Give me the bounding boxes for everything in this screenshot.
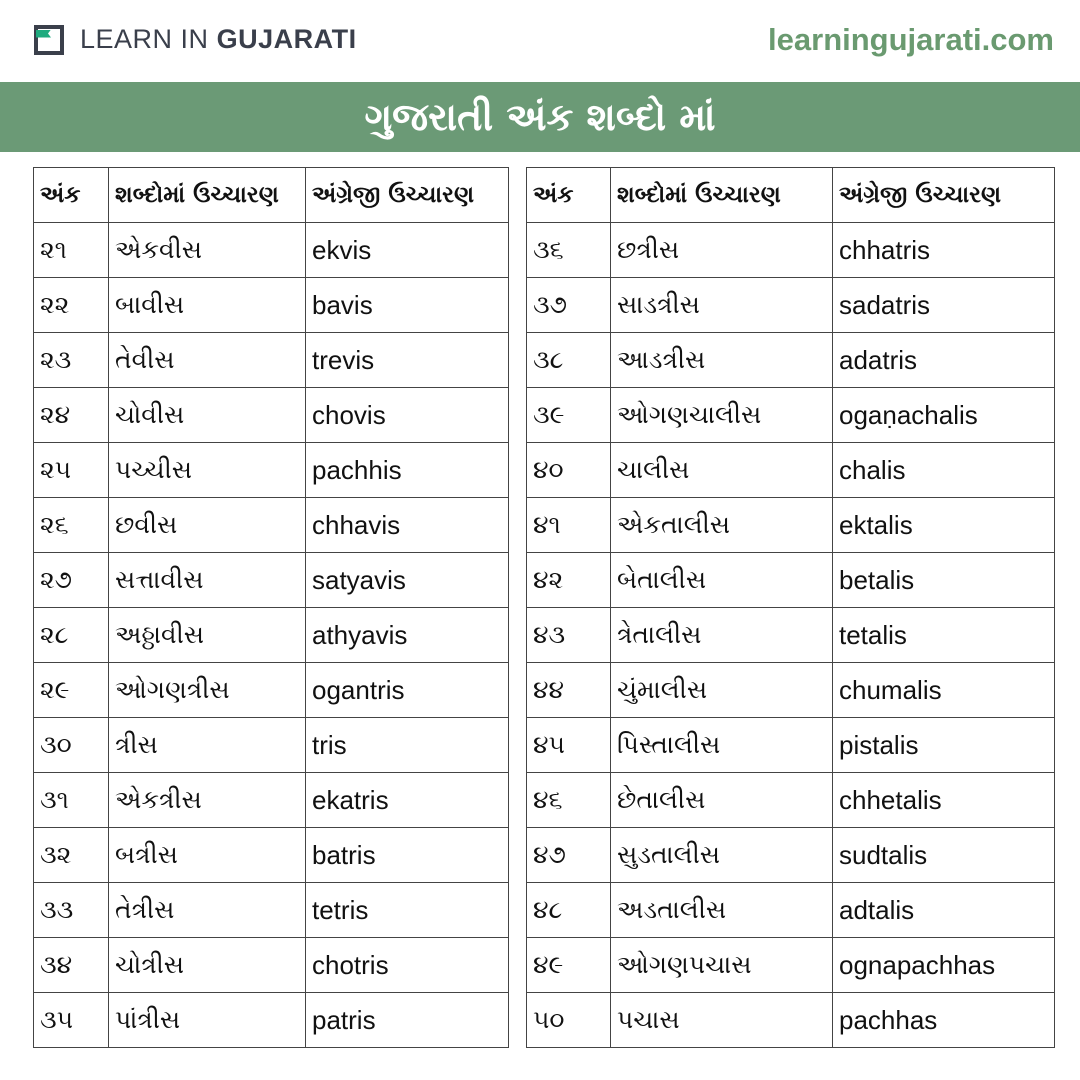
cell-number: ૨૮ xyxy=(34,608,109,663)
logo-text-light: LEARN IN xyxy=(80,24,209,54)
numbers-table-left xyxy=(33,167,509,1048)
table-row xyxy=(527,993,1055,1048)
cell-number: ૨૨ xyxy=(34,278,109,333)
cell-english-pronunciation: chumalis xyxy=(833,663,1055,718)
header-number: અંક xyxy=(34,168,109,223)
cell-number: ૨૪ xyxy=(34,388,109,443)
table-row xyxy=(527,498,1055,553)
cell-gujarati-word: છત્રીસ xyxy=(611,223,833,278)
table-row xyxy=(527,773,1055,828)
cell-number: ૪૪ xyxy=(527,663,611,718)
table-row xyxy=(527,828,1055,883)
cell-gujarati-word: બત્રીસ xyxy=(109,828,306,883)
cell-gujarati-word: ત્રેતાલીસ xyxy=(611,608,833,663)
cell-number: ૩૨ xyxy=(34,828,109,883)
cell-english-pronunciation: ekvis xyxy=(306,223,509,278)
table-row xyxy=(527,553,1055,608)
cell-gujarati-word: પાંત્રીસ xyxy=(109,993,306,1048)
cell-number: ૩૩ xyxy=(34,883,109,938)
cell-gujarati-word: છવીસ xyxy=(109,498,306,553)
cell-number: ૨૬ xyxy=(34,498,109,553)
cell-english-pronunciation: ogaṇachalis xyxy=(833,388,1055,443)
cell-number: ૪૮ xyxy=(527,883,611,938)
cell-number: ૪૫ xyxy=(527,718,611,773)
table-row xyxy=(34,333,509,388)
cell-english-pronunciation: chhatris xyxy=(833,223,1055,278)
cell-english-pronunciation: chalis xyxy=(833,443,1055,498)
table-row xyxy=(527,278,1055,333)
table-row xyxy=(34,498,509,553)
cell-gujarati-word: અઠ્ઠાવીસ xyxy=(109,608,306,663)
cell-english-pronunciation: ekatris xyxy=(306,773,509,828)
cell-english-pronunciation: ogantris xyxy=(306,663,509,718)
logo xyxy=(34,24,357,55)
cell-number: ૪૨ xyxy=(527,553,611,608)
cell-number: ૩૦ xyxy=(34,718,109,773)
cell-gujarati-word: પચાસ xyxy=(611,993,833,1048)
table-row xyxy=(527,388,1055,443)
header-gujarati-word: શબ્દોમાં ઉચ્ચારણ xyxy=(109,168,306,223)
cell-english-pronunciation: betalis xyxy=(833,553,1055,608)
numbers-table-right xyxy=(526,167,1055,1048)
cell-gujarati-word: સુડતાલીસ xyxy=(611,828,833,883)
logo-icon xyxy=(34,25,64,55)
cell-english-pronunciation: chhavis xyxy=(306,498,509,553)
cell-english-pronunciation: bavis xyxy=(306,278,509,333)
table-row xyxy=(34,993,509,1048)
table-row xyxy=(34,443,509,498)
cell-number: ૩૪ xyxy=(34,938,109,993)
cell-number: ૩૯ xyxy=(527,388,611,443)
cell-gujarati-word: તેત્રીસ xyxy=(109,883,306,938)
cell-number: ૪૧ xyxy=(527,498,611,553)
cell-gujarati-word: ચાલીસ xyxy=(611,443,833,498)
table-row xyxy=(527,938,1055,993)
cell-english-pronunciation: pachhas xyxy=(833,993,1055,1048)
cell-number: ૩૧ xyxy=(34,773,109,828)
table-header-row xyxy=(34,168,509,223)
cell-gujarati-word: ચોવીસ xyxy=(109,388,306,443)
cell-english-pronunciation: satyavis xyxy=(306,553,509,608)
cell-gujarati-word: છેતાલીસ xyxy=(611,773,833,828)
cell-number: ૨૩ xyxy=(34,333,109,388)
cell-gujarati-word: ઓગણપચાસ xyxy=(611,938,833,993)
cell-english-pronunciation: trevis xyxy=(306,333,509,388)
cell-number: ૨૧ xyxy=(34,223,109,278)
cell-gujarati-word: ચુંમાલીસ xyxy=(611,663,833,718)
cell-gujarati-word: સાડત્રીસ xyxy=(611,278,833,333)
cell-number: ૩૬ xyxy=(527,223,611,278)
cell-english-pronunciation: tetris xyxy=(306,883,509,938)
cell-gujarati-word: પિસ્તાલીસ xyxy=(611,718,833,773)
table-header-row xyxy=(527,168,1055,223)
table-row xyxy=(527,608,1055,663)
cell-english-pronunciation: batris xyxy=(306,828,509,883)
cell-english-pronunciation: chovis xyxy=(306,388,509,443)
cell-english-pronunciation: chhetalis xyxy=(833,773,1055,828)
cell-gujarati-word: આડત્રીસ xyxy=(611,333,833,388)
header-number: અંક xyxy=(527,168,611,223)
table-row xyxy=(34,718,509,773)
cell-english-pronunciation: patris xyxy=(306,993,509,1048)
logo-text xyxy=(80,24,357,55)
cell-gujarati-word: ઓગણચાલીસ xyxy=(611,388,833,443)
cell-english-pronunciation: sadatris xyxy=(833,278,1055,333)
cell-gujarati-word: બાવીસ xyxy=(109,278,306,333)
table-row xyxy=(34,608,509,663)
header-english-pronunciation: અંગ્રેજી ઉચ્ચારણ xyxy=(833,168,1055,223)
cell-gujarati-word: પચ્ચીસ xyxy=(109,443,306,498)
page-title: ગુજરાતી અંક શબ્દો માં xyxy=(364,94,716,139)
table-row xyxy=(34,883,509,938)
table-row xyxy=(34,773,509,828)
cell-number: ૨૫ xyxy=(34,443,109,498)
cell-english-pronunciation: tetalis xyxy=(833,608,1055,663)
table-row xyxy=(527,663,1055,718)
table-row xyxy=(527,718,1055,773)
cell-english-pronunciation: ognapachhas xyxy=(833,938,1055,993)
table-row xyxy=(527,883,1055,938)
cell-english-pronunciation: pistalis xyxy=(833,718,1055,773)
header-gujarati-word: શબ્દોમાં ઉચ્ચારણ xyxy=(611,168,833,223)
cell-gujarati-word: ત્રીસ xyxy=(109,718,306,773)
table-row xyxy=(34,223,509,278)
cell-english-pronunciation: pachhis xyxy=(306,443,509,498)
table-row xyxy=(527,223,1055,278)
cell-english-pronunciation: adatris xyxy=(833,333,1055,388)
table-row xyxy=(527,333,1055,388)
table-row xyxy=(34,663,509,718)
cell-number: ૩૫ xyxy=(34,993,109,1048)
title-band xyxy=(0,82,1080,152)
cell-number: ૩૮ xyxy=(527,333,611,388)
cell-english-pronunciation: athyavis xyxy=(306,608,509,663)
table-row xyxy=(34,828,509,883)
table-row xyxy=(34,278,509,333)
table-row xyxy=(34,938,509,993)
logo-text-bold: GUJARATI xyxy=(216,24,357,54)
cell-number: ૨૭ xyxy=(34,553,109,608)
table-row xyxy=(34,388,509,443)
cell-number: ૩૭ xyxy=(527,278,611,333)
cell-gujarati-word: એકત્રીસ xyxy=(109,773,306,828)
cell-number: ૪૯ xyxy=(527,938,611,993)
table-row xyxy=(527,443,1055,498)
cell-gujarati-word: ઓગણત્રીસ xyxy=(109,663,306,718)
cell-number: ૪૭ xyxy=(527,828,611,883)
table-row xyxy=(34,553,509,608)
cell-number: ૪૬ xyxy=(527,773,611,828)
header-english-pronunciation: અંગ્રેજી ઉચ્ચારણ xyxy=(306,168,509,223)
cell-number: ૫૦ xyxy=(527,993,611,1048)
cell-gujarati-word: ચોત્રીસ xyxy=(109,938,306,993)
cell-gujarati-word: એકતાલીસ xyxy=(611,498,833,553)
cell-gujarati-word: સત્તાવીસ xyxy=(109,553,306,608)
cell-number: ૪૩ xyxy=(527,608,611,663)
cell-gujarati-word: અડતાલીસ xyxy=(611,883,833,938)
cell-gujarati-word: તેવીસ xyxy=(109,333,306,388)
cell-number: ૨૯ xyxy=(34,663,109,718)
cell-number: ૪૦ xyxy=(527,443,611,498)
cell-gujarati-word: એકવીસ xyxy=(109,223,306,278)
cell-gujarati-word: બેતાલીસ xyxy=(611,553,833,608)
cell-english-pronunciation: chotris xyxy=(306,938,509,993)
cell-english-pronunciation: tris xyxy=(306,718,509,773)
website-url: learningujarati.com xyxy=(768,22,1054,57)
cell-english-pronunciation: adtalis xyxy=(833,883,1055,938)
cell-english-pronunciation: ektalis xyxy=(833,498,1055,553)
cell-english-pronunciation: sudtalis xyxy=(833,828,1055,883)
